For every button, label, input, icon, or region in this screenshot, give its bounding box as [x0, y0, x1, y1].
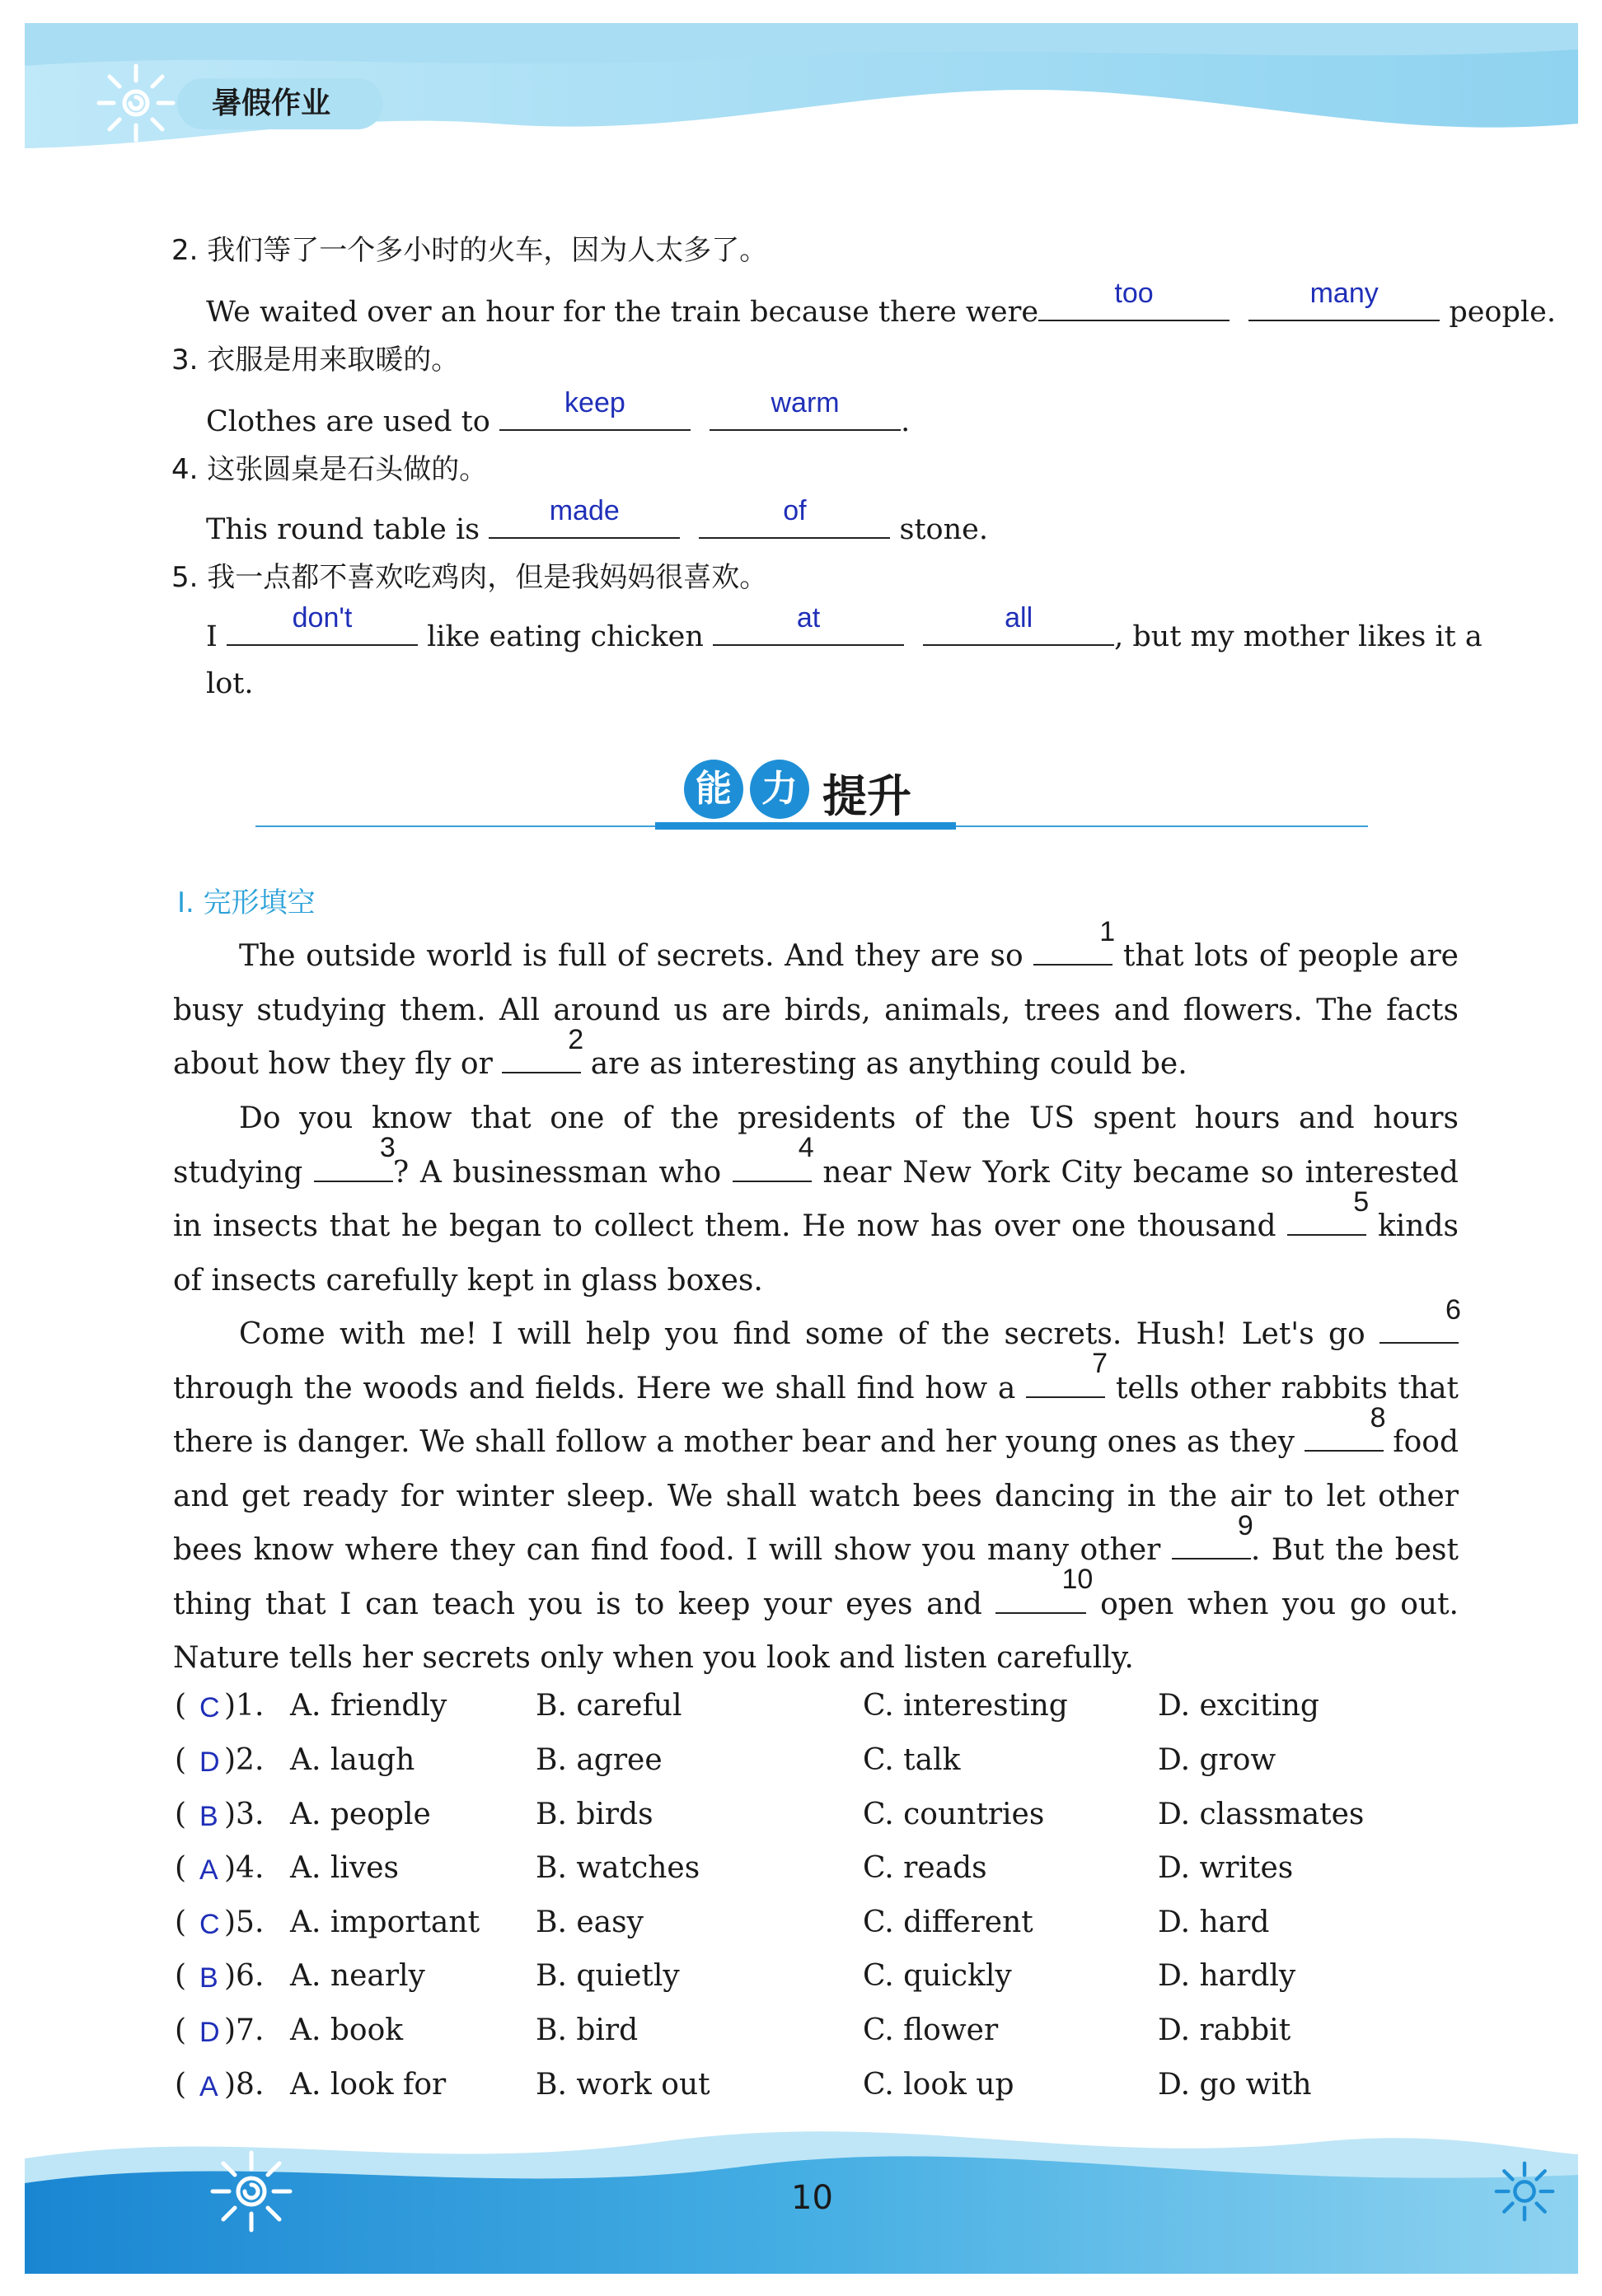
answer-blank[interactable]: [499, 387, 691, 431]
option-a[interactable]: A. important: [290, 1906, 480, 1939]
option-b[interactable]: B. careful: [536, 1689, 682, 1723]
passage-paragraph-2: [173, 1092, 1459, 1307]
option-a[interactable]: A. people: [290, 1798, 431, 1831]
passage-paragraph-1: [173, 915, 1459, 1092]
item-2-text-after: people.: [1449, 296, 1556, 329]
item-2-chinese: 2. 我们等了一个多小时的火车，因为人太多了。: [171, 234, 768, 267]
cloze-blank-7[interactable]: [1026, 1348, 1108, 1398]
sun-icon: [1492, 2158, 1558, 2224]
item-3-chinese: 3. 衣服是用来取暖的。: [171, 344, 460, 376]
answer-warm: warm: [771, 387, 840, 419]
question-number: )5.: [224, 1906, 265, 1939]
chosen-answer: D: [199, 2017, 220, 2048]
question-number: )8.: [224, 2068, 265, 2102]
cloze-blank-5[interactable]: [1287, 1185, 1370, 1236]
cloze-blank-10[interactable]: [995, 1564, 1094, 1614]
option-c[interactable]: C. countries: [863, 1798, 1045, 1831]
item-4-chinese: 4. 这张圆桌是石头做的。: [171, 453, 488, 486]
answer-blank[interactable]: [1248, 278, 1440, 321]
option-b[interactable]: B. birds: [536, 1798, 653, 1831]
blank-number: 9: [1237, 1509, 1253, 1541]
chosen-answer: A: [199, 2071, 218, 2102]
option-d[interactable]: D. grow: [1158, 1743, 1276, 1777]
sun-icon: [206, 2146, 297, 2237]
option-d[interactable]: D. rabbit: [1158, 2013, 1291, 2047]
answer-blank[interactable]: [489, 495, 680, 539]
option-b[interactable]: B. bird: [536, 2013, 639, 2047]
page-number: 10: [791, 2179, 833, 2217]
item-4-text-after: stone.: [899, 513, 989, 546]
answer-blank[interactable]: [923, 602, 1114, 646]
title-rest: 提升: [822, 770, 911, 822]
p2-text-b: ? A businessman who: [392, 1155, 722, 1190]
title-circle-2: 力: [750, 760, 809, 819]
answer-keep: keep: [564, 387, 625, 419]
answer-many: many: [1309, 278, 1379, 309]
header-tag: 暑假作业: [177, 78, 383, 129]
option-d[interactable]: D. hardly: [1158, 1959, 1296, 1993]
p3-text-e: . But the best thing that I can teach you is to keep your eyes and: [173, 1533, 1459, 1621]
cloze-subhead: Ⅰ. 完形填空: [177, 886, 316, 919]
blank-number: 7: [1092, 1348, 1108, 1379]
blank-number: 6: [1445, 1293, 1461, 1326]
answer-dont: don't: [292, 602, 353, 634]
p3-text-f: open when you go out. Nature tells her secrets only when you look and listen carefully.: [173, 1587, 1459, 1675]
cloze-blank-2[interactable]: [502, 1023, 584, 1073]
item-3-text-before: Clothes are used to: [206, 405, 490, 438]
option-d[interactable]: D. go with: [1158, 2068, 1312, 2102]
p3-text-a: Come with me! I will help you find some of the secrets. Hush! Let's go: [239, 1317, 1365, 1351]
blank-number: 10: [1061, 1564, 1094, 1595]
item-4-english: [206, 495, 989, 548]
option-a[interactable]: A. nearly: [290, 1959, 425, 1993]
chosen-answer: B: [199, 1801, 218, 1832]
chosen-answer: A: [199, 1854, 218, 1886]
option-b[interactable]: B. work out: [536, 2068, 710, 2102]
option-a[interactable]: A. lives: [290, 1851, 400, 1885]
question-number: )4.: [224, 1851, 265, 1885]
p1-text-c: are as interesting as anything could be.: [590, 1047, 1187, 1081]
option-a[interactable]: A. friendly: [290, 1689, 447, 1723]
question-number: )2.: [224, 1743, 265, 1777]
item-3-english: [206, 387, 911, 440]
blank-number: 4: [798, 1132, 814, 1163]
answer-blank[interactable]: [1038, 278, 1230, 321]
answer-blank[interactable]: [699, 495, 890, 539]
question-number: )7.: [224, 2013, 265, 2047]
p2-text-a: Do you know that one of the presidents of the US spent hours and hours studying: [173, 1101, 1459, 1190]
option-b[interactable]: B. easy: [536, 1906, 644, 1939]
option-a[interactable]: A. look for: [290, 2068, 447, 2102]
cloze-blank-1[interactable]: [1033, 915, 1116, 966]
question-number: )6.: [224, 1959, 265, 1993]
p3-text-d: food and get ready for winter sleep. We shall watch bees dancing in the air to let other bees know where they can find food. I will show you many other: [173, 1425, 1459, 1567]
blank-number: 3: [379, 1132, 396, 1163]
blank-number: 8: [1370, 1401, 1386, 1433]
item-5-chinese: 5. 我一点都不喜欢吃鸡肉，但是我妈妈很喜欢。: [171, 561, 768, 594]
option-c[interactable]: C. reads: [863, 1851, 987, 1885]
option-d[interactable]: D. exciting: [1158, 1689, 1319, 1723]
cloze-blank-8[interactable]: [1305, 1401, 1386, 1452]
chosen-answer: B: [199, 1962, 218, 1994]
item-5-wrap: lot.: [206, 667, 254, 700]
answer-blank[interactable]: [710, 387, 901, 431]
option-c[interactable]: C. quickly: [863, 1959, 1012, 1993]
answer-too: too: [1114, 278, 1154, 309]
answer-blank[interactable]: [227, 602, 418, 646]
option-d[interactable]: D. hard: [1158, 1906, 1270, 1939]
blank-number: 2: [568, 1023, 584, 1055]
p3-text-c: tells other rabbits that there is danger. We shall follow a mother bear and her young ones as they: [173, 1371, 1459, 1459]
p2-text-d: kinds of insects carefully kept in glass boxes.: [173, 1209, 1459, 1298]
item-5-english: [206, 602, 1483, 655]
passage-paragraph-3: [173, 1293, 1461, 1686]
option-b[interactable]: B. agree: [536, 1743, 663, 1777]
item-4-text-before: This round table is: [206, 513, 480, 546]
section-title: [684, 758, 1030, 824]
question-number: )1.: [224, 1689, 265, 1723]
option-d[interactable]: D. writes: [1158, 1851, 1294, 1885]
answer-blank[interactable]: [713, 602, 904, 646]
answer-of: of: [783, 495, 807, 526]
p3-text-b: through the woods and fields. Here we shall find how a: [173, 1371, 1016, 1405]
cloze-blank-9[interactable]: [1172, 1509, 1253, 1560]
blank-number: 5: [1353, 1185, 1370, 1218]
option-a[interactable]: A. laugh: [290, 1743, 415, 1777]
cloze-blank-4[interactable]: [733, 1132, 814, 1182]
chosen-answer: D: [199, 1747, 220, 1778]
cloze-blank-6[interactable]: [1380, 1293, 1461, 1344]
title-circle-1: 能: [684, 760, 743, 819]
item-5-text-before: I: [206, 620, 218, 653]
sun-icon: [91, 58, 181, 148]
chosen-answer: C: [199, 1909, 220, 1940]
option-c[interactable]: C. talk: [863, 1743, 961, 1777]
chosen-answer: C: [199, 1692, 220, 1723]
blank-number: 1: [1099, 915, 1116, 947]
item-5-text-after: , but my mother likes it a: [1114, 620, 1483, 653]
answer-at: at: [796, 602, 821, 634]
option-c[interactable]: C. interesting: [863, 1689, 1068, 1723]
option-a[interactable]: A. book: [290, 2013, 404, 2047]
answer-made: made: [549, 495, 620, 526]
option-c[interactable]: C. look up: [863, 2068, 1014, 2102]
p1-text-a: The outside world is full of secrets. And they are so: [239, 939, 1024, 973]
option-d[interactable]: D. classmates: [1158, 1798, 1365, 1831]
p2-text-c: near New York City became so interested in insects that he began to collect them. He now has over one thousand: [173, 1155, 1459, 1243]
p1-text-b: that lots of people are busy studying them. All around us are birds, animals, trees and flowers. The facts about how they fly or: [173, 939, 1459, 1081]
question-number: )3.: [224, 1798, 265, 1831]
item-5-text-middle: like eating chicken: [427, 620, 704, 653]
item-2-text-before: We waited over an hour for the train because there were: [206, 296, 1039, 329]
option-c[interactable]: C. different: [863, 1906, 1033, 1939]
section-divider-accent: [655, 822, 956, 830]
option-c[interactable]: C. flower: [863, 2013, 999, 2047]
option-b[interactable]: B. quietly: [536, 1959, 680, 1993]
item-3-text-after: .: [901, 405, 911, 438]
answer-all: all: [1005, 602, 1033, 634]
cloze-blank-3[interactable]: [314, 1132, 396, 1182]
option-b[interactable]: B. watches: [536, 1851, 700, 1885]
item-2-english: [206, 278, 1556, 330]
